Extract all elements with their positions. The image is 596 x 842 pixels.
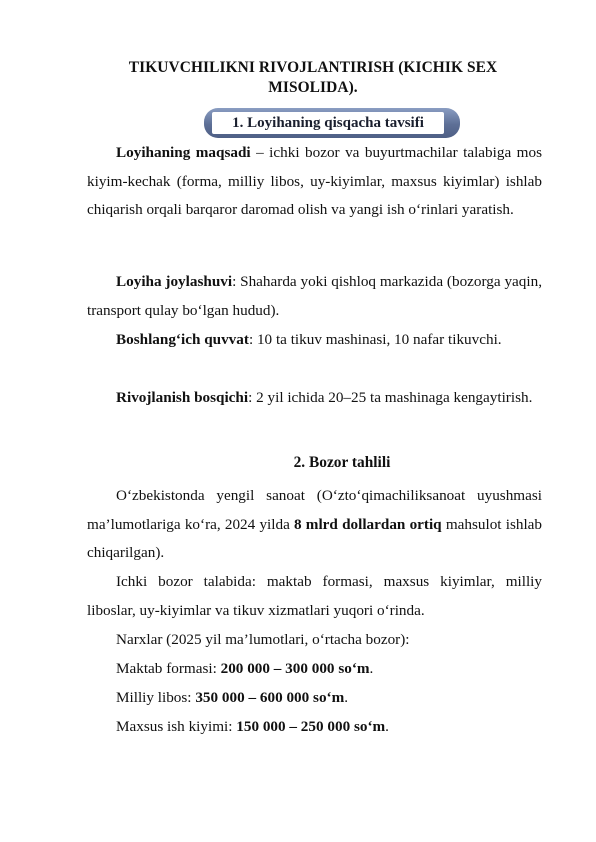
paragraph-prices-heading: Narxlar (2025 yil ma’lumotlari, o‘rtacha bozor): <box>116 631 410 648</box>
price-item-end: . <box>385 718 389 735</box>
capacity-label: Boshlang‘ich quvvat <box>116 331 249 348</box>
goal-label: Loyihaning maqsadi <box>116 144 251 161</box>
price-item-label: Maktab formasi: <box>116 660 221 677</box>
market-intro-pre: O‘zbekistonda yengil sanoat (O‘zto‘qimachiliksanoat uyushmasi ma’lumotlariga ko‘ra, 2024 yilda <box>87 487 542 533</box>
price-item-label: Milliy libos: <box>116 689 196 706</box>
capacity-text: : 10 ta tikuv mashinasi, 10 nafar tikuvchi. <box>248 331 502 348</box>
market-intro-post: mahsulot ishlab chiqarilgan). <box>87 515 543 562</box>
development-label: Rivojlanish bosqichi <box>116 389 249 406</box>
price-item-value: 350 000 – 600 000 so‘m <box>195 689 345 706</box>
paragraph-development <box>87 384 542 413</box>
market-intro-bold: 8 mlrd dollardan ortiq <box>294 515 442 533</box>
goal-text: – ichki bozor va buyurtmachilar talabiga mos kiyim-kechak (forma, milliy libos, uy-kiyimlar, maxsus kiyimlar) ishlab chiqarish orqali barqaror daromad olish va yangi ish o‘rinlari yaratish. <box>87 144 542 219</box>
section-1-heading-badge <box>204 108 460 138</box>
development-text: : 2 yil ichida 20–25 ta mashinaga kengaytirish. <box>248 389 533 406</box>
section-2-heading: 2. Bozor tahlili <box>293 454 391 471</box>
location-label: Loyiha joylashuvi <box>116 273 233 290</box>
paragraph-demand: Ichki bozor talabida: maktab formasi, maxsus kiyimlar, milliy liboslar, uy-kiyimlar va tikuv xizmatlari yuqori o‘rinda. <box>87 573 542 619</box>
location-text: : Shaharda yoki qishloq markazida (bozorga yaqin, transport qulay bo‘lgan hudud). <box>87 273 542 319</box>
price-item <box>87 684 542 713</box>
price-item-value: 150 000 – 250 000 so‘m <box>236 718 386 735</box>
document-title: TIKUVCHILIKNI RIVOJLANTIRISH (KICHIK SEX MISOLIDA). <box>128 59 498 96</box>
price-item-end: . <box>344 689 349 706</box>
price-item-end: . <box>369 660 374 677</box>
price-item <box>87 655 542 684</box>
paragraph-market-intro <box>87 482 542 568</box>
price-item <box>87 713 542 742</box>
price-item-label: Maxsus ish kiyimi: <box>116 718 237 735</box>
paragraph-goal <box>87 139 542 225</box>
paragraph-location <box>87 268 542 325</box>
price-item-value: 200 000 – 300 000 so‘m <box>220 660 370 677</box>
paragraph-capacity <box>87 326 542 355</box>
section-1-heading: 1. Loyihaning qisqacha tavsifi <box>212 112 444 134</box>
